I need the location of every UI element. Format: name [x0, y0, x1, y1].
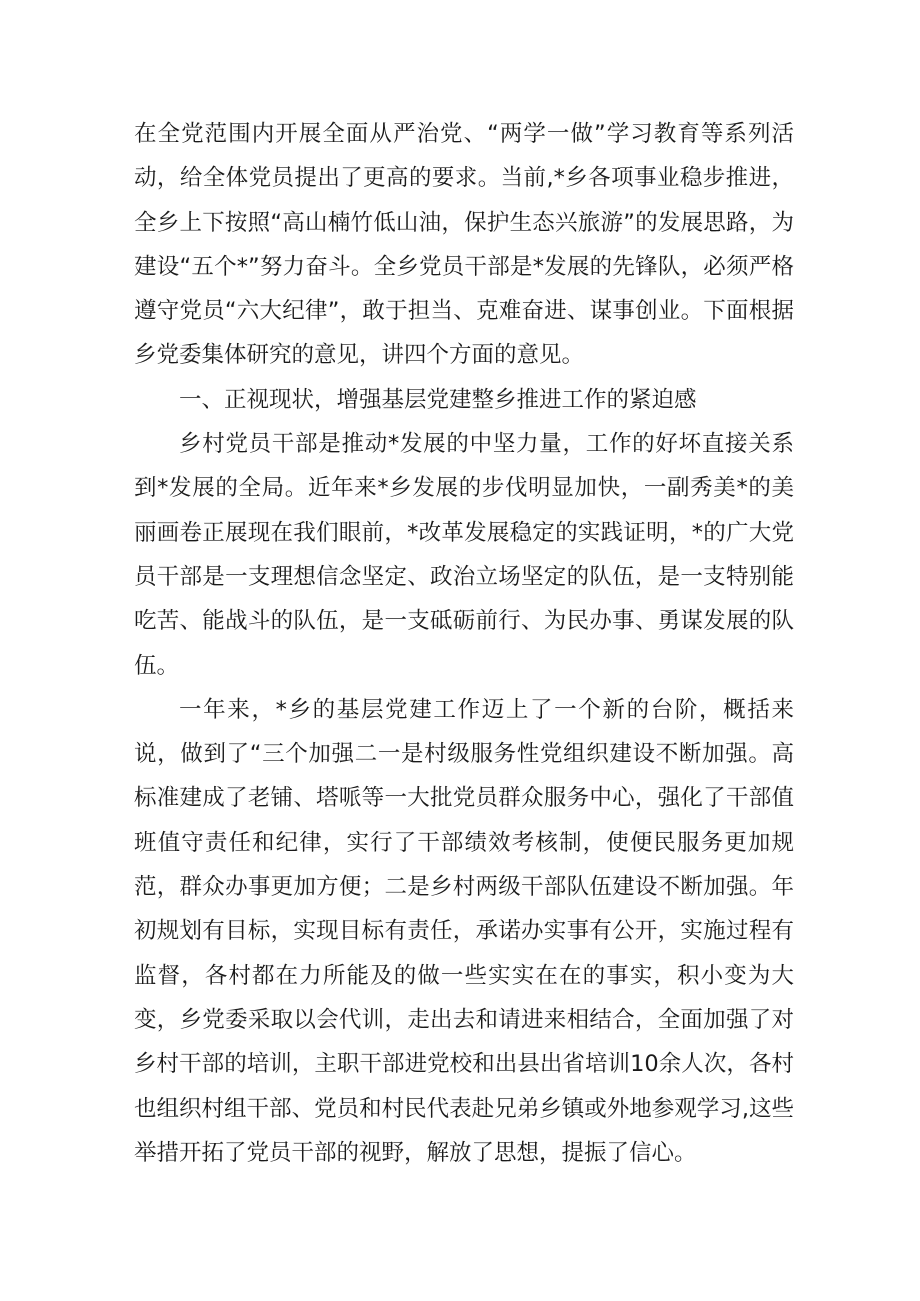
paragraph-cadres: 乡村党员干部是推动*发展的中坚力量，工作的好坏直接关系到*发展的全局。近年来*乡发展的步伐明显加快，一副秀美*的美丽画卷正展现在我们眼前，*改革发展稳定的实践证明，*的广大党员干部是一支理想信念坚定、政治立场坚定的队伍，是一支特别能吃苦、能战斗的队伍，是一支砥砺前行、为民办事、勇谋发展的队伍。 [134, 431, 794, 679]
paragraph-intro: 在全党范围内开展全面从严治党、“两学一做”学习教育等系列活动，给全体党员提出了更高的要求。当前,*乡各项事业稳步推进，全乡上下按照“高山楠竹低山油，保护生态兴旅游”的发展思路，为建设“五个*”努力奋斗。全乡党员干部是*发展的先锋队，必须严格遵守党员“六大纪律”，敢于担当、克难奋进、谋事创业。下面根据乡党委集体研究的意见，讲四个方面的意见。 [134, 121, 794, 369]
paragraph-year-review: 一年来，*乡的基层党建工作迈上了一个新的台阶，概括来说，做到了“三个加强二一是村级服务性党组织建设不断加强。高标准建成了老铺、塔哌等一大批党员群众服务中心，强化了干部值班值守责任和纪律，实行了干部绩效考核制，使便民服务更加规范，群众办事更加方便；二是乡村两级干部队伍建设不断加强。年初规划有目标，实现目标有责任，承诺办实事有公开，实施过程有监督，各村都在力所能及的做一些实实在在的事实，积小变为大变，乡党委采取以会代训，走出去和请进来相结合，全面加强了对乡村干部的培训，主职干部进党校和出县出省培训10余人次，各村也组织村组干部、党员和村民代表赴兄弟乡镇或外地参观学习,这些举措开拓了党员干部的视野，解放了思想，提振了信心。 [134, 696, 794, 1166]
section-heading-1: 一、正视现状，增强基层党建整乡推进工作的紧迫感 [179, 386, 697, 413]
document-body [134, 112, 794, 1175]
